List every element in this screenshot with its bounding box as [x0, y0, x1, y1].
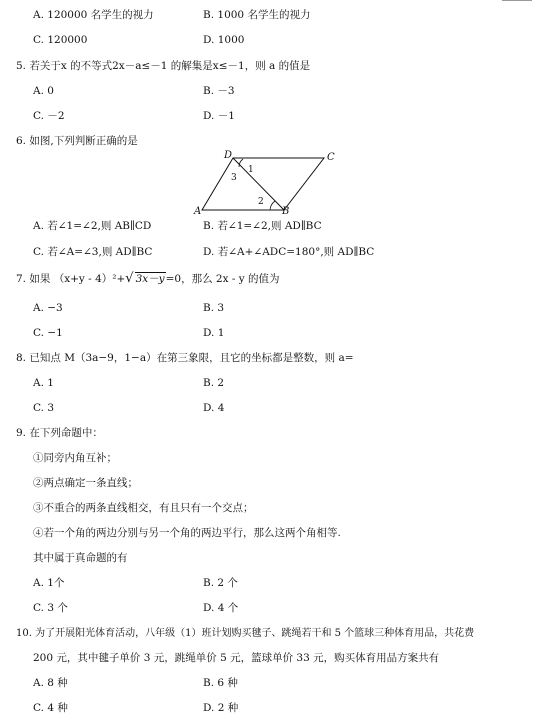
q10-stem-line2: 200 元，其中毽子单价 3 元，跳绳单价 5 元，篮球单价 33 元，购买体育用品方案共有: [33, 652, 440, 664]
q7-stem-post: =0，那么 2x - y 的值为: [165, 273, 280, 285]
q9-option-a: A. 1个: [33, 577, 65, 589]
figure-angle-2: 2: [258, 197, 264, 207]
q8-option-c: C. 3: [33, 402, 55, 414]
q9-statement-4: ④若一个角的两边分别与另一个角的两边平行，那么这两个角相等.: [33, 527, 341, 539]
q10-option-a: A. 8 种: [33, 677, 68, 689]
q5-option-c: C. －2: [33, 110, 65, 122]
q9-ask: 其中属于真命题的有: [33, 552, 128, 564]
q10-option-b: B. 6 种: [203, 677, 238, 689]
q7-option-a: A. −3: [33, 302, 63, 314]
figure-angle-1: 1: [248, 165, 254, 175]
q4-option-a: A. 120000 名学生的视力: [33, 9, 154, 21]
q8-option-b: B. 2: [203, 377, 225, 389]
figure-label-b: B: [282, 206, 290, 217]
q6-option-d: D. 若∠A+∠ADC=180°,则 AD∥BC: [203, 246, 375, 258]
q5-option-a: A. 0: [33, 85, 54, 97]
q9-option-c: C. 3 个: [33, 602, 68, 614]
q4-option-d: D. 1000: [203, 34, 245, 46]
q4-option-c: C. 120000: [33, 34, 88, 46]
q10-option-d: D. 2 种: [203, 702, 239, 714]
q9-statement-1: ①同旁内角互补；: [33, 452, 117, 464]
q7-option-b: B. 3: [203, 302, 225, 314]
page-corner-line: [502, 0, 532, 1]
q5-stem: 5. 若关于x 的不等式2x－a≤－1 的解集是x≤－1，则 a 的值是: [16, 60, 311, 72]
figure-label-a: A: [194, 206, 202, 217]
q7-radicand: 3x－y: [135, 273, 165, 285]
q6-option-b: B. 若∠1=∠2,则 AD∥BC: [203, 220, 322, 232]
q7-stem-pre: 7. 如果 （x+y - 4）²+: [16, 273, 126, 285]
q6-option-c: C. 若∠A=∠3,则 AD∥BC: [33, 246, 153, 258]
q6-option-a: A. 若∠1=∠2,则 AB∥CD: [33, 220, 152, 232]
q4-option-b: B. 1000 名学生的视力: [203, 9, 311, 21]
q7-option-c: C. −1: [33, 327, 63, 339]
q10-option-c: C. 4 种: [33, 702, 68, 714]
figure-label-c: C: [327, 152, 335, 163]
figure-label-d: D: [224, 150, 233, 161]
q10-stem-line1: 10. 为了开展阳光体育活动，八年级（1）班计划购买毽子、跳绳若干和 5 个篮球三种体育用品，共花费: [16, 628, 475, 639]
q5-option-b: B. －3: [203, 85, 235, 97]
q8-stem: 8. 已知点 M（3a−9，1−a）在第三象限，且它的坐标都是整数，则 a=: [16, 352, 354, 364]
parallelogram-figure: [190, 148, 340, 218]
q7-option-d: D. 1: [203, 327, 225, 339]
q9-statement-3: ③不重合的两条直线相交，有且只有一个交点；: [33, 502, 254, 514]
q7-stem: 7. 如果 （x+y - 4）²+√ 3x－y=0，那么 2x - y 的值为: [16, 271, 280, 286]
q9-option-b: B. 2 个: [203, 577, 238, 589]
q9-stem: 9. 在下列命题中：: [16, 427, 103, 439]
q8-option-d: D. 4: [203, 402, 225, 414]
q5-option-d: D. －1: [203, 110, 235, 122]
q9-statement-2: ②两点确定一条直线；: [33, 477, 138, 489]
figure-angle-3: 3: [231, 173, 237, 183]
q8-option-a: A. 1: [33, 377, 54, 389]
q9-option-d: D. 4 个: [203, 602, 239, 614]
q6-stem: 6. 如图,下列判断正确的是: [16, 135, 138, 147]
